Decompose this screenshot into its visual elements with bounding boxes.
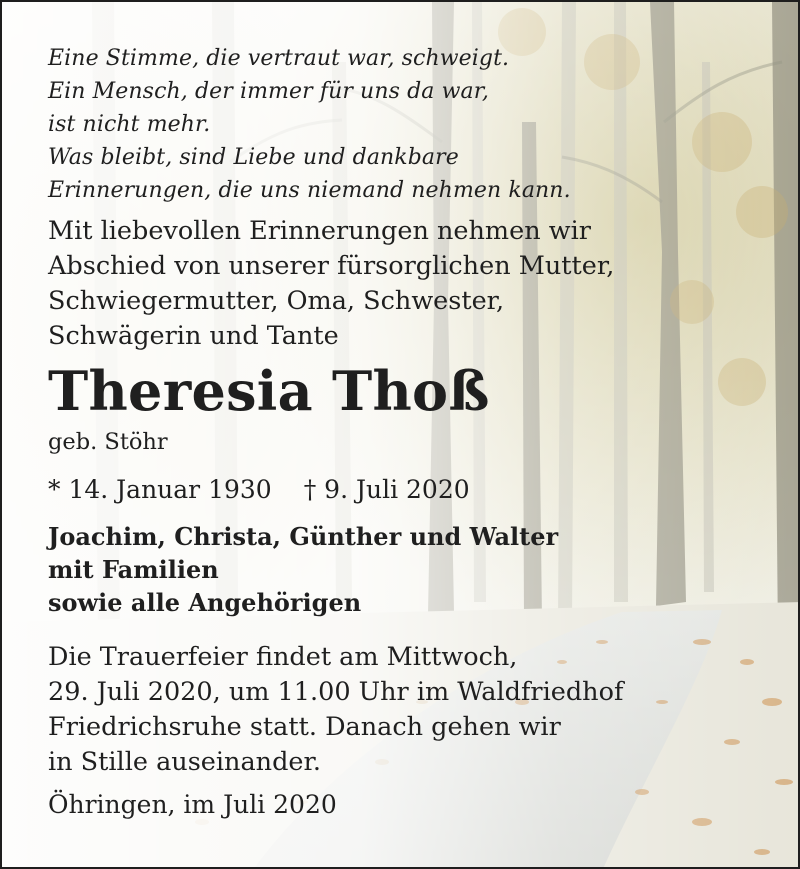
poem-line: Eine Stimme, die vertraut war, schweigt. — [48, 46, 510, 71]
intro-line: Schwiegermutter, Oma, Schwester, — [48, 286, 505, 316]
maiden-name: geb. Stöhr — [48, 429, 168, 455]
death-date: † 9. Juli 2020 — [303, 475, 470, 504]
poem-line: Ein Mensch, der immer für uns da war, — [48, 79, 490, 104]
service-line: Friedrichsruhe statt. Danach gehen wir — [48, 712, 561, 742]
memorial-poem — [48, 42, 571, 207]
family-line: Joachim, Christa, Günther und Walter — [48, 522, 559, 551]
deceased-name: Theresia Thoß — [48, 359, 490, 423]
notice-content — [48, 2, 768, 867]
family-line: sowie alle Angehörigen — [48, 588, 362, 617]
service-line: 29. Juli 2020, um 11.00 Uhr im Waldfriedhof — [48, 677, 624, 707]
poem-line: ist nicht mehr. — [48, 112, 211, 137]
service-line: Die Trauerfeier findet am Mittwoch, — [48, 642, 518, 672]
intro-line: Mit liebevollen Erinnerungen nehmen wir — [48, 216, 591, 246]
place-and-date: Öhringen, im Juli 2020 — [48, 790, 337, 819]
farewell-intro — [48, 214, 614, 354]
family-line: mit Familien — [48, 555, 219, 584]
poem-line: Erinnerungen, die uns niemand nehmen kann. — [48, 178, 571, 203]
mourning-family — [48, 520, 558, 619]
funeral-service-info — [48, 640, 623, 780]
life-dates — [48, 472, 470, 508]
poem-line: Was bleibt, sind Liebe und dankbare — [48, 145, 459, 170]
birth-date: * 14. Januar 1930 — [48, 475, 272, 504]
service-line: in Stille auseinander. — [48, 747, 321, 777]
intro-line: Schwägerin und Tante — [48, 321, 339, 351]
intro-line: Abschied von unserer fürsorglichen Mutter, — [48, 251, 615, 281]
